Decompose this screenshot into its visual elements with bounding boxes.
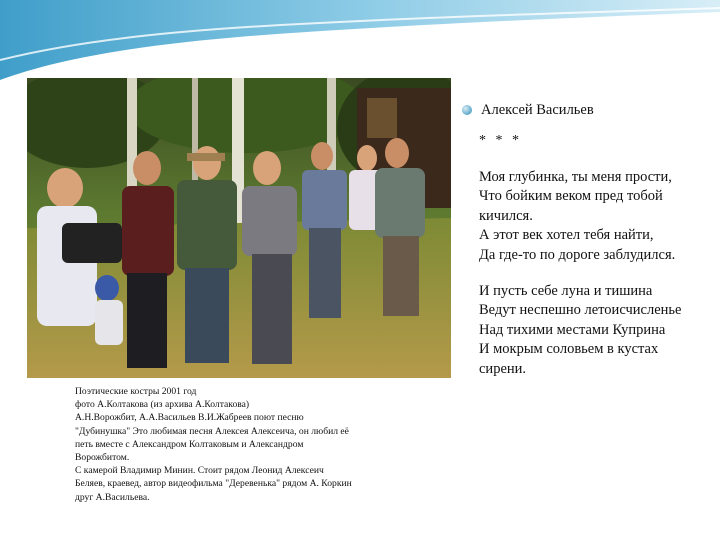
caption-line: петь вместе с Александром Колтаковым и Александром xyxy=(75,438,304,450)
poem-line: И пусть себе луна и тишина xyxy=(479,283,653,300)
author-name: Алексей Васильев xyxy=(481,101,594,118)
stanza-separator: * * * xyxy=(479,133,522,148)
poem-line: Да где-то по дороге заблудился. xyxy=(479,246,676,263)
caption-line: Беляев, краевед, автор видеофильма "Деревенька" рядом А. Коркин xyxy=(75,478,352,490)
poem-line: кичился. xyxy=(479,207,533,224)
poem-line: Над тихими местами Куприна xyxy=(479,321,666,338)
top-decorative-wave xyxy=(0,0,720,80)
author-heading xyxy=(462,100,712,120)
poem-line: Моя глубинка, ты меня прости, xyxy=(479,169,672,185)
poem-line: сирени. xyxy=(479,360,527,377)
caption-line: А.Н.Ворожбит, А.А.Васильев В.И.Жабреев поют песню xyxy=(75,412,304,424)
caption-line: Поэтические костры 2001 год xyxy=(75,386,197,397)
caption-line: Ворожбитом. xyxy=(75,452,130,464)
group-photo xyxy=(27,78,451,378)
poem-stanza-2 xyxy=(479,282,712,379)
poem-line: Ведут неспешно летоисчисленье xyxy=(479,302,682,319)
photo-caption xyxy=(75,385,435,504)
caption-line: "Дубинушка" Это любимая песня Алексея Алексеича, он любил её xyxy=(75,425,349,437)
poem-line: Что бойким веком пред тобой xyxy=(479,188,663,205)
poem-column xyxy=(462,100,712,379)
caption-line: друг А.Васильева. xyxy=(75,491,150,503)
bullet-icon xyxy=(462,105,472,115)
poem-stanza-1 xyxy=(479,168,712,265)
poem-line: А этот век хотел тебя найти, xyxy=(479,227,654,244)
poem-line: И мокрым соловьем в кустах xyxy=(479,341,659,358)
caption-line: фото А.Колтакова (из архива А.Колтакова) xyxy=(75,399,250,411)
caption-line: С камерой Владимир Минин. Стоит рядом Леонид Алексеич xyxy=(75,465,324,477)
